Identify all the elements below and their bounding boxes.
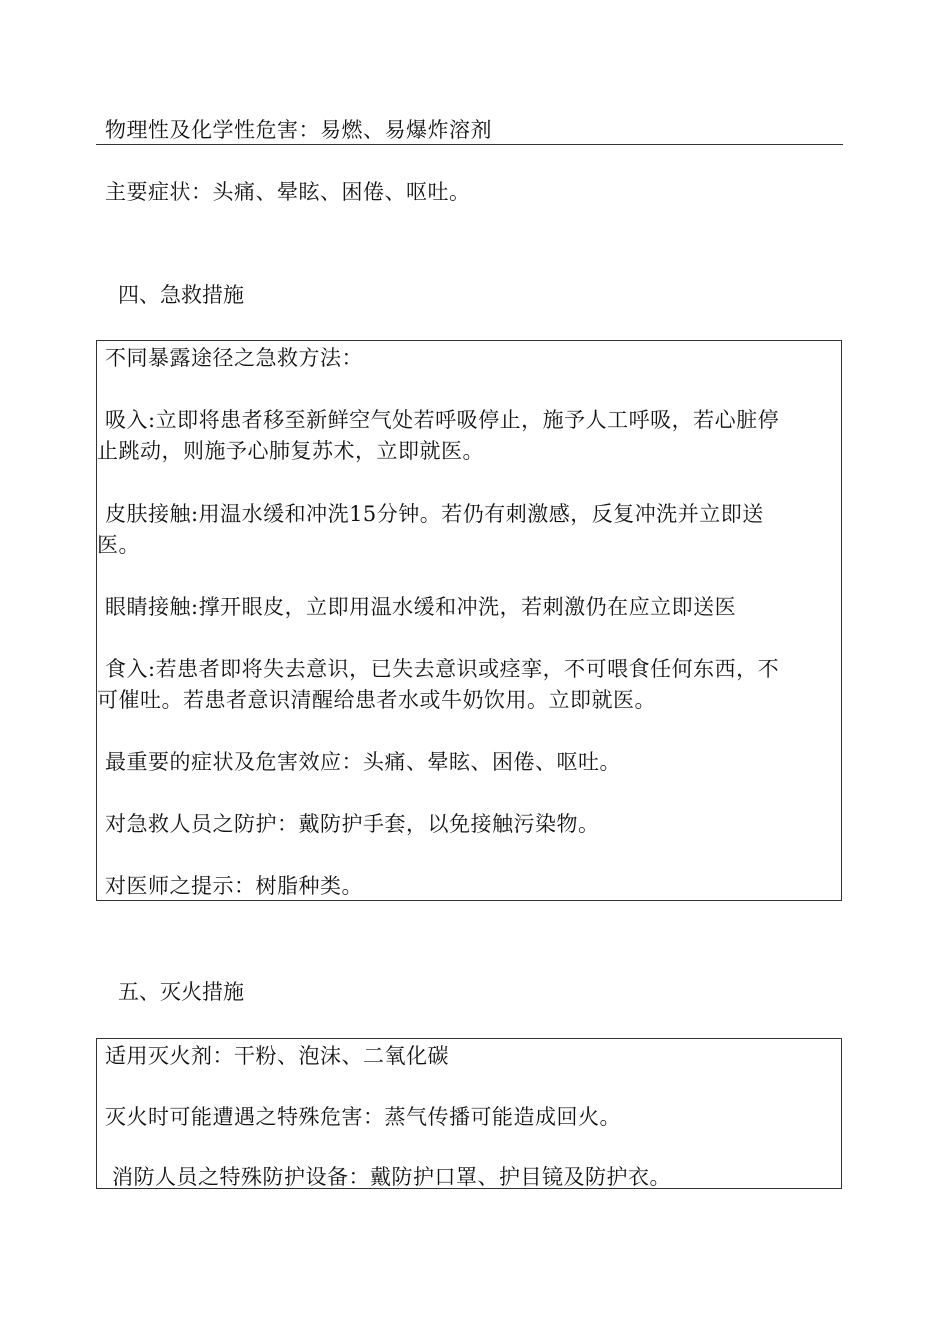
special-hazard-line: 灭火时可能遭遇之特殊危害：蒸气传播可能造成回火。 [105,1105,621,1129]
eye-contact-line: 眼睛接触:撑开眼皮，立即用温水缓和冲洗，若刺激仍在应立即送医 [105,595,737,619]
divider [96,144,843,145]
rescuer-protection-line: 对急救人员之防护：戴防护手套，以免接触污染物。 [105,812,600,836]
firefighter-equipment-line: 消防人员之特殊防护设备：戴防护口罩、护目镜及防护衣。 [112,1165,671,1189]
doctor-note-line: 对医师之提示：树脂种类。 [105,874,363,898]
first-aid-intro: 不同暴露途径之急救方法： [105,346,363,370]
skin-contact-line-1: 皮肤接触:用温水缓和冲洗15分钟。若仍有刺激感，反复冲洗并立即送 [105,502,764,526]
section-title-firefighting: 五、灭火措施 [118,980,244,1004]
ingestion-line-2: 可催吐。若患者意识清醒给患者水或牛奶饮用。立即就医。 [97,688,656,712]
extinguishing-agent-line: 适用灭火剂：干粉、泡沫、二氧化碳 [105,1044,449,1068]
physical-chemical-hazard-text: 物理性及化学性危害：易燃、易爆炸溶剂 [105,118,492,142]
main-symptoms-text: 主要症状：头痛、晕眩、困倦、呕吐。 [105,180,471,204]
ingestion-line-1: 食入:若患者即将失去意识，已失去意识或痉挛，不可喂食任何东西，不 [105,657,780,681]
skin-contact-line-2: 医。 [97,533,140,557]
important-symptoms-line: 最重要的症状及危害效应：头痛、晕眩、困倦、呕吐。 [105,750,621,774]
section-title-first-aid: 四、急救措施 [118,283,244,307]
inhalation-line-1: 吸入:立即将患者移至新鲜空气处若呼吸停止，施予人工呼吸，若心脏停 [105,408,780,432]
inhalation-line-2: 止跳动，则施予心肺复苏术，立即就医。 [97,439,484,463]
